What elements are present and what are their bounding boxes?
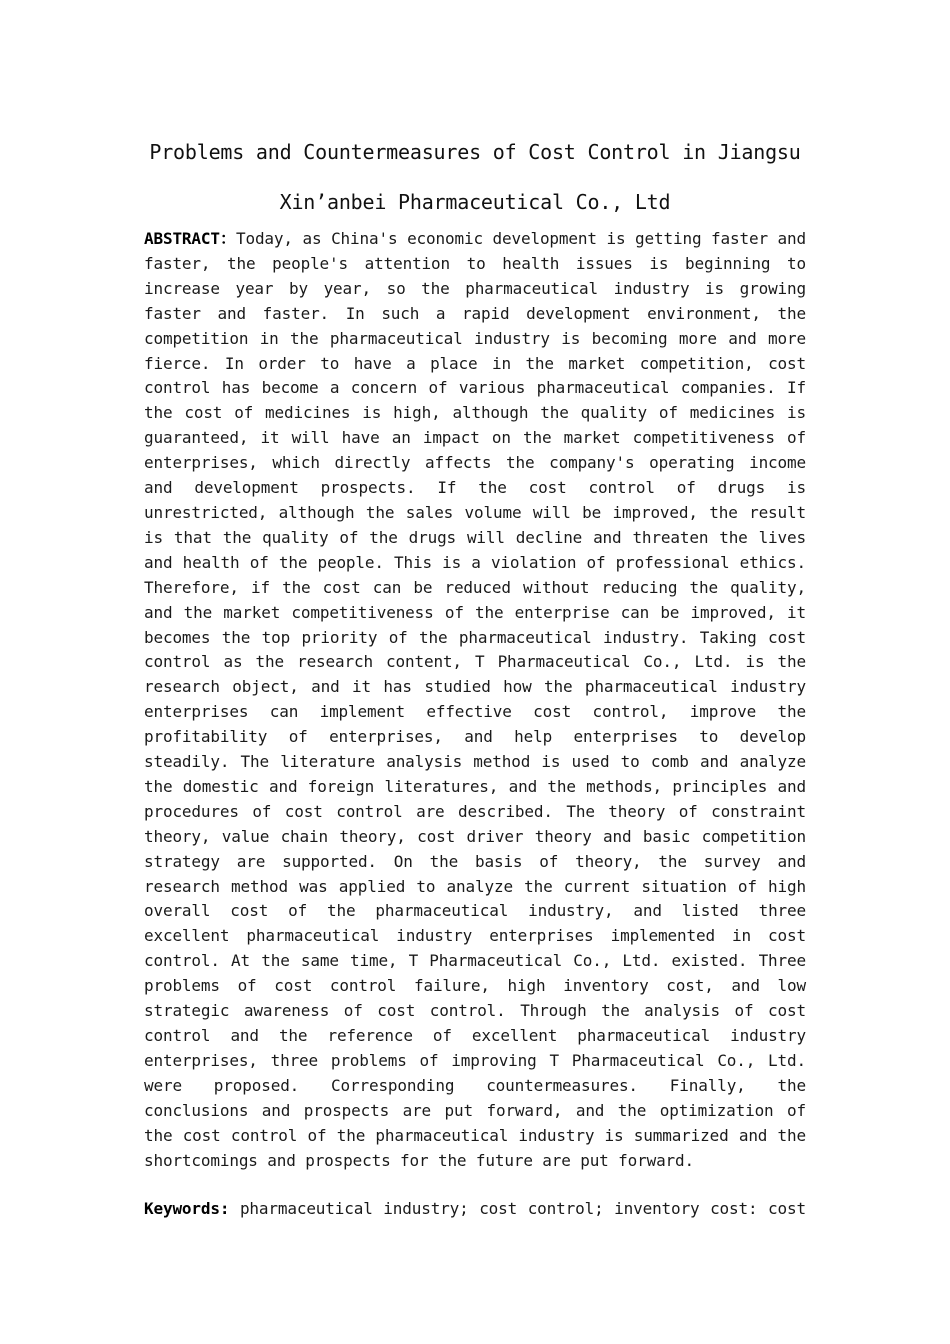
keywords-paragraph [144,1197,806,1222]
document-title-line-2: Xin’anbei Pharmaceutical Co., Ltd [279,190,671,214]
abstract-text: Today, as China's economic development is getting faster and faster, the people's attention to health issues is beginning to increase year by year, so the pharmaceutical industry is growing faster and faster. In such a rapid development environment, the competition in the pharmaceutical industry is becoming more and more fierce. In order to have a place in the market competition, cost control has become a concern of various pharmaceutical companies. If the cost of medicines is high, although the quality of medicines is guaranteed, it will have an impact on the market competitiveness of enterprises, which directly affects the company's operating income and development prospects. If the cost control of drugs is unrestricted, although the sales volume will be improved, the result is that the quality of the drugs will decline and threaten the lives and health of the people. This is a violation of professional ethics. Therefore, if the cost can be reduced without reducing the quality, and the market competitiveness of the enterprise can be improved, it becomes the top priority of the pharmaceutical industry. Taking cost control as the research content, T Pharmaceutical Co., Ltd. is the research object, and it has studied how the pharmaceutical industry enterprises can implement effective cost control, improve the profitability of enterprises, and help enterprises to develop steadily. The literature analysis method is used to comb and analyze the domestic and foreign literatures, and the methods, principles and procedures of cost control are described. The theory of constraint theory, value chain theory, cost driver theory and basic competition strategy are supported. On the basis of theory, the survey and research method was applied to analyze the current situation of high overall cost of the pharmaceutical industry, and listed three excellent pharmaceutical industry enterprises implemented in cost control. At the same time, T Pharmaceutical Co., Ltd. existed. Three problems of cost control failure, high inventory cost, and low strategic awareness of cost control. Through the analysis of cost control and the reference of excellent pharmaceutical industry enterprises, three problems of improving T Pharmaceutical Co., Ltd. were proposed. Corresponding countermeasures. Finally, the conclusions and prospects are put forward, and the optimization of the cost control of the pharmaceutical industry is summarized and the shortcomings and prospects for the future are put forward. [144,229,806,1170]
keywords-text: pharmaceutical industry; cost control; inventory cost: cost [239,1199,806,1218]
keywords-label: Keywords: [144,1199,230,1218]
document-title-line-1: Problems and Countermeasures of Cost Control in Jiangsu [149,140,801,164]
abstract-label: ABSTRACT： [144,229,236,248]
abstract-paragraph [144,227,806,1173]
